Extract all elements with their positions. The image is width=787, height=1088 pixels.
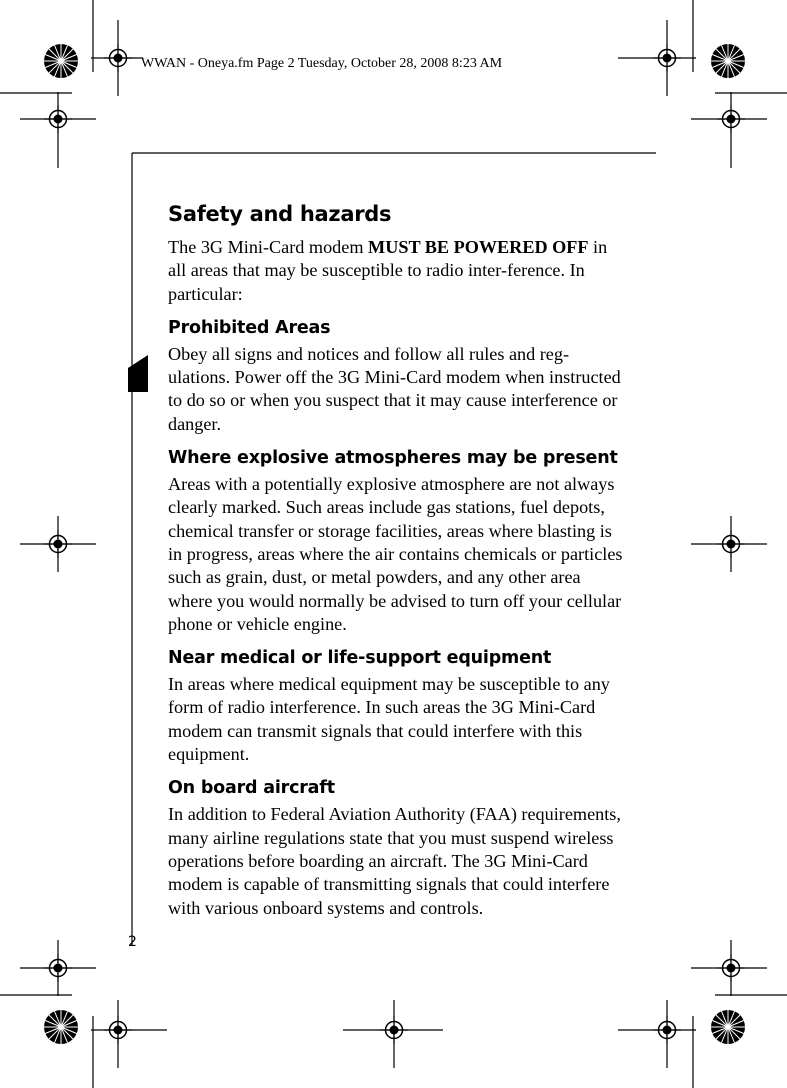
section-heading: Where explosive atmospheres may be present [168, 448, 618, 469]
page-title: Safety and hazards [168, 202, 392, 226]
section-body: Obey all signs and notices and follow all rules and reg-ulations. Power off the 3G Mini-Card modem when instructed to do so or when you suspect that it may cause interference or danger. [168, 343, 621, 434]
registration-mark-icon [380, 1016, 408, 1044]
page-number: 2 [128, 934, 137, 950]
star-target-icon [44, 1010, 78, 1044]
intro-emphasis: MUST BE POWERED OFF [368, 237, 589, 257]
section-heading: On board aircraft [168, 778, 335, 799]
registration-mark-icon [653, 44, 681, 72]
registration-mark-icon [717, 530, 745, 558]
file-slug: WWAN - Oneya.fm Page 2 Tuesday, October 28, 2008 8:23 AM [141, 56, 503, 71]
registration-mark-icon [717, 105, 745, 133]
registration-mark-icon [44, 105, 72, 133]
registration-mark-icon [44, 530, 72, 558]
page-content [168, 199, 623, 920]
section-body: In addition to Federal Aviation Authority (FAA) requirements, many airline regulations state that you must suspend wireless operations before boarding an aircraft. The 3G Mini-Card modem is capable of transmitting signals that could interfere with various onboard systems and controls. [168, 804, 621, 918]
intro-paragraph [168, 236, 623, 306]
star-target-icon [711, 1010, 745, 1044]
section-heading: Prohibited Areas [168, 317, 331, 338]
section-body: Areas with a potentially explosive atmosphere are not always clearly marked. Such areas include gas stations, fuel depots, chemical transfer or storage facilities, areas where blasting is in progress, areas where the air contains chemicals or particles such as grain, dust, or metal powders, and any other area where you would normally be advised to turn off your cellular phone or vehicle engine. [168, 474, 623, 634]
thumb-tab-marker [128, 355, 148, 392]
registration-mark-icon [653, 1016, 681, 1044]
registration-mark-icon [717, 954, 745, 982]
star-target-icon [44, 44, 78, 78]
intro-text: The 3G Mini-Card modem [168, 237, 369, 257]
section-heading: Near medical or life-support equipment [168, 648, 552, 669]
registration-mark-icon [44, 954, 72, 982]
intro-text: in all areas that may be susceptible to radio inter-ference. In particular: [168, 237, 608, 304]
star-target-icon [711, 44, 745, 78]
section-body: In areas where medical equipment may be susceptible to any form of radio interference. In such areas the 3G Mini-Card modem can transmit signals that could interfere with this equipment. [168, 674, 610, 765]
registration-mark-icon [104, 44, 132, 72]
registration-mark-icon [104, 1016, 132, 1044]
